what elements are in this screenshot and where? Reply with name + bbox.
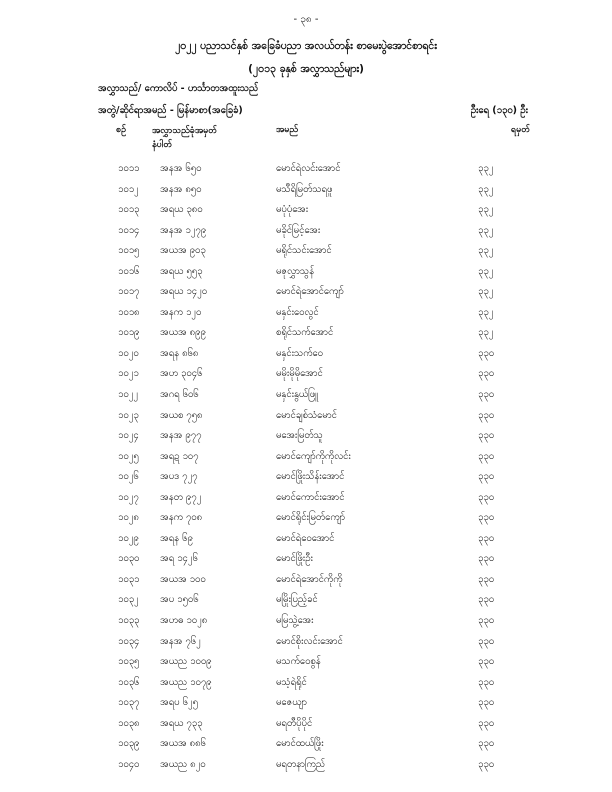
row-name: မောင်ဖြိုးသိန်းအောင် [276,471,345,483]
row-roll-number: အယအ ၁၀၀ [160,573,206,585]
row-number: ၁၀၂၈ [118,512,139,524]
row-number: ၁၀၃၀ [118,553,140,565]
row-name: မနှင်းဝေလွင် [276,306,319,318]
row-name: မောင်ရဲအောင်ကျော် [276,286,344,298]
row-roll-number: အရ ၁၄၂၆ [160,553,198,565]
row-number: ၁၀၁၃ [118,204,140,216]
row-score: ၃၃၀ [478,615,495,627]
row-score: ၃၃၂ [478,306,494,318]
row-roll-number: အရန ၆၉ [160,532,193,544]
table-row [0,756,612,777]
row-roll-number: အနအ ၈၅၀ [160,183,202,195]
row-score: ၃၃၂ [478,224,494,236]
table-row [0,160,612,181]
row-number: ၁၀၃၄ [118,635,140,647]
row-roll-number: အနအ ၆၅၀ [160,163,202,174]
row-score: ၃၃၀ [478,471,495,483]
table-row [0,427,612,448]
row-roll-number: အပဒ ၇၂၇ [160,471,198,483]
table-row [0,242,612,263]
table-row [0,715,612,736]
page-number: - ၃၈ - [293,14,319,25]
document-subtitle: (၂၀၁၃ ခုနှစ် အလွှာသည်များ) [248,63,364,75]
row-score: ၃၃၀ [478,717,495,729]
row-name: မမြိုးပြည့်ခင် [276,594,318,606]
table-row [0,283,612,304]
row-name: မမြသွဲ့အေး [276,615,314,627]
row-name: မောင်ရဲအောင်ကိုကို [276,573,343,585]
row-name: မသက်ဝေစွန် [276,656,321,668]
row-roll-number: အယစ ၇၅၈ [160,409,203,421]
row-score: ၃၃၀ [478,368,495,380]
row-name: မောင်ကောင်းအောင် [276,491,345,503]
row-name: မရတနာကြည် [276,758,326,770]
table-row [0,448,612,469]
header-name: အမည် [276,125,299,135]
row-number: ၁၀၃၉ [118,738,140,750]
row-roll-number: အဟ ၃၀၄၆ [160,368,203,380]
table-row [0,386,612,407]
row-roll-number: အနက ၇၀၈ [160,512,203,524]
table-row [0,407,612,428]
row-number: ၁၀၃၅ [118,656,140,668]
row-roll-number: အရယ ၃၈၀ [160,204,203,216]
table-row [0,489,612,510]
row-name: စရိုင်သက်အောင် [276,327,334,339]
header-score: ရမှတ် [510,125,530,135]
table-row [0,201,612,222]
table-header [0,124,612,154]
document-title: ၂၀၂၂ ပညာသင်နှစ် အခြေခံပညာ အလယ်တန်း စာမေးပွဲအောင်စာရင်း [175,40,437,52]
row-name: မအေးမြတ်သူ [276,430,323,442]
row-name: မသီရိမြတ်သရဖူ [276,183,333,195]
row-roll-number: အနအ ၇၆၂ [160,635,201,647]
row-roll-number: အဟဓ ၁၀၂၈ [160,615,208,627]
table-row [0,530,612,551]
header-no: စဉ် [116,125,127,135]
row-roll-number: အရယ ၁၄၂၀ [160,286,208,298]
row-number: ၁၀၂၉ [118,532,139,544]
table-row [0,735,612,756]
row-number: ၁၀၂၆ [118,471,139,483]
table-row [0,468,612,489]
row-number: ၁၀၁၁ [118,163,140,174]
row-number: ၁၀၁၄ [118,224,140,236]
row-number: ၁၀၂၃ [118,409,139,421]
row-name: မသံ့ရဲရိုင် [276,676,307,688]
row-score: ၃၃၀ [478,635,495,647]
row-score: ၃၃၀ [478,656,495,668]
row-score: ၃၃၀ [478,553,495,565]
row-name: မောင်ရိုင်းမြတ်ကျော် [276,512,346,524]
table-row [0,324,612,345]
row-number: ၁၀၁၇ [118,286,140,298]
table-row [0,345,612,366]
row-roll-number: အယည ၁၀၇၉ [160,676,212,688]
row-number: ၁၀၁၉ [118,327,140,339]
row-name: မနှင်းနွယ်ဖြူ [276,389,318,401]
table-row [0,674,612,695]
row-score: ၃၃၂ [478,183,494,195]
row-score: ၃၃၂ [478,163,494,174]
row-roll-number: အဂရ ၆၀၆ [160,389,199,401]
row-roll-number: အယအ ၉၀၃ [160,245,206,257]
row-roll-number: အနက ၁၂၀ [160,306,202,318]
row-number: ၁၀၂၅ [118,450,139,462]
row-number: ၁၀၃၈ [118,717,140,729]
table-row [0,633,612,654]
row-number: ၁၀၃၃ [118,615,140,627]
meta-line-2: အတွဲ/ဆိုင်ရာအမည် - မြန်မာစာ(အခြေခံ) [98,105,243,116]
row-name: မောင်ရဲဝေအောင် [276,532,335,544]
row-name: မရိုင်သင်းအောင် [276,245,332,257]
row-name: မောင်ကျော်ကိုကိုလင်း [276,450,351,462]
row-score: ၃၃၂ [478,327,494,339]
row-number: ၁၀၁၂ [118,183,139,195]
table-row [0,365,612,386]
row-roll-number: အရပ ၆၂၅ [160,697,198,709]
row-score: ၃၃၀ [478,532,495,544]
row-roll-number: အပ ၁၅၀၆ [160,594,199,606]
table-row [0,222,612,243]
meta-line-1: အလွှာသည်/ ကောလိပ် - ဟင်္သာတအထူးသည် [98,83,259,94]
row-score: ၃၃၂ [478,204,494,216]
row-roll-number: အရယ ၇၃၃ [160,717,203,729]
row-roll-number: အယအ ၈၈၆ [160,738,206,750]
row-score: ၃၃၂ [478,286,494,298]
row-roll-number: အရဍ ၁၀၇ [160,450,199,462]
table-row [0,263,612,284]
results-table [0,160,612,776]
row-number: ၁၀၃၇ [118,697,140,709]
table-row [0,612,612,633]
row-score: ၃၃၀ [478,491,495,503]
row-roll-number: အယည ၁၀၀၉ [160,656,212,668]
row-number: ၁၀၄၀ [118,758,140,770]
row-number: ၁၀၁၆ [118,265,140,277]
row-number: ၁၀၃၂ [118,594,139,606]
row-number: ၁၀၃၁ [118,573,140,585]
row-score: ၃၃၀ [478,347,495,359]
row-roll-number: အနအ ၁၂၇၉ [160,224,207,236]
row-roll-number: အရယ ၅၅၃ [160,265,203,277]
row-number: ၁၀၂၇ [118,491,139,503]
row-name: မခိုင်မြင့်အေး [276,224,321,236]
table-row [0,653,612,674]
row-number: ၁၀၂၁ [118,368,139,380]
row-score: ၃၃၀ [478,697,495,709]
row-name: မဇုလွှာသွန် [276,265,314,277]
row-number: ၁၀၂၄ [118,430,139,442]
row-number: ၁၀၂၀ [118,347,139,359]
row-name: မောင်ချစ်သံမောင် [276,409,337,421]
row-score: ၃၃၀ [478,450,495,462]
row-name: မောင်စိုးလင်းအောင် [276,635,343,647]
row-roll-number: အယည ၈၂၀ [160,758,206,770]
table-row [0,591,612,612]
row-score: ၃၃၀ [478,573,495,585]
meta-count: ဦးရေ (၁၃၀) ဦး [470,105,528,116]
row-name: မနှင်းသက်ဝေ [276,347,323,359]
table-row [0,571,612,592]
row-name: မပုံပုံအေး [276,204,309,216]
row-score: ၃၃၀ [478,738,495,750]
table-row [0,694,612,715]
row-roll-number: အနအ ၉၇၇ [160,430,202,442]
row-number: ၁၀၂၂ [118,389,139,401]
row-score: ၃၃၀ [478,676,495,688]
row-number: ၁၀၁၈ [118,306,140,318]
header-roll [152,124,272,152]
header-roll-line1: အလွှာသည်ခုံအမှတ် [152,126,218,136]
row-score: ၃၃၀ [478,512,495,524]
row-name: မောင်ထယ်ဖြိုး [276,738,324,750]
row-score: ၃၃၀ [478,389,495,401]
table-row [0,181,612,202]
row-roll-number: အနတ ၉၇၂ [160,491,202,503]
row-score: ၃၃၀ [478,430,495,442]
row-score: ၃၃၂ [478,245,494,257]
row-score: ၃၃၀ [478,409,495,421]
row-number: ၁၀၁၅ [118,245,140,257]
row-name: မောင်ဖြိုးဦး [276,553,313,565]
row-name: မဇေယျာ [276,697,307,709]
row-name: မောင်ရဲလင်းအောင် [276,163,341,174]
row-score: ၃၃၀ [478,758,495,770]
row-score: ၃၃၂ [478,265,494,277]
header-roll-line2: နံပါတ် [152,140,173,150]
row-roll-number: အယအ ၈၉၉ [160,327,206,339]
row-name: မမိုးမိုမိုအောင် [276,368,323,380]
row-score: ၃၃၀ [478,594,495,606]
row-roll-number: အရန ၈၆၈ [160,347,199,359]
table-row [0,304,612,325]
row-number: ၁၀၃၆ [118,676,140,688]
row-name: မရတီပိုပိုင် [276,717,313,729]
table-row [0,550,612,571]
table-row [0,509,612,530]
